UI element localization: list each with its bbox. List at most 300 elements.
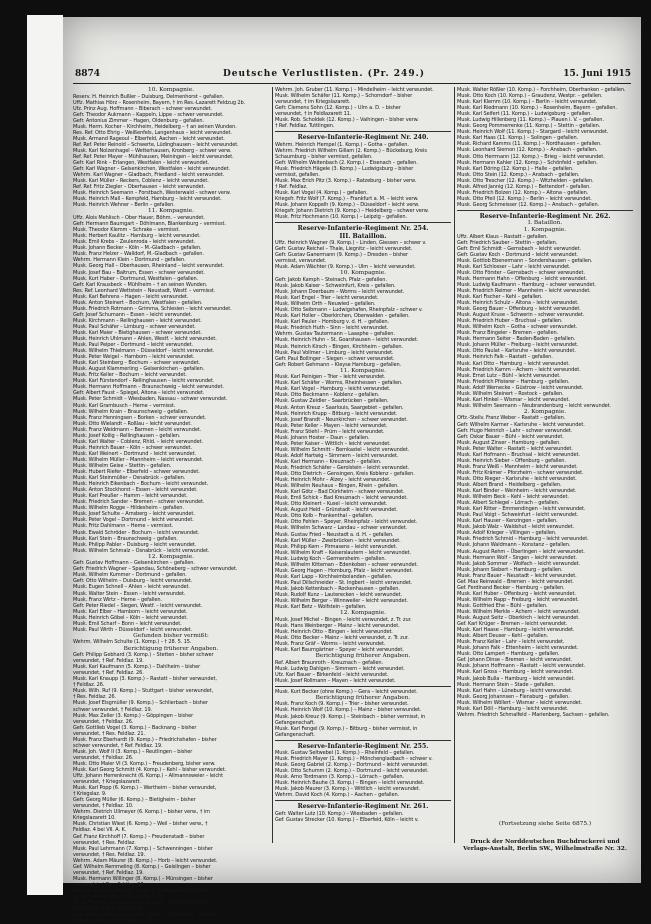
casualty-entry: Musk. Rob. Scholdek (12. Komp.) – Vaihingen – bisher verw. — [275, 117, 419, 124]
company-heading: I. Bataillon. — [527, 220, 563, 227]
casualty-entry: Gefr. Clemens Sohn (12. Komp.) – Ulm a. D. – bisher — [275, 105, 401, 112]
casualty-entry: Musk. Joh. Wolf II (3. Komp.) – Reutlingen – bisher — [73, 748, 193, 755]
casualty-entry: Musk. Friedrich Schmid – Hamburg – leicht verwundet. — [457, 536, 589, 543]
casualty-entry: Musk. Alfred Jannig (12. Komp.) – Bettendorf – gefallen. — [457, 183, 591, 190]
company-heading: 10. Kompagnie. — [340, 270, 386, 277]
casualty-entry: Ufz. Prinz Aug. Hoffmann – Biberach – schwer verwundet. — [73, 105, 213, 112]
casualty-entry: Musk. Karl Holler – Oberkirchen, Oberwalden – gefallen. — [275, 313, 410, 320]
casualty-entry: Musk. Herbert Kaulitz – Hamburg – leicht verwundet. — [73, 233, 201, 240]
casualty-entry: Musk. Ludwig Koch – Germersheim – gefallen. — [275, 555, 386, 562]
casualty-entry: Musk. Heinrich Kirsch – Bingen, Kirchheim – gefallen. — [275, 343, 403, 350]
casualty-entry: Musk. Franz Weiß – Mannheim – leicht verwundet. — [457, 463, 578, 470]
casualty-entry: Musk. Walter Rößler (10. Komp.) – Forchheim, Oberfranken – gefallen. — [457, 87, 626, 93]
casualty-entry: Musk. Richard Kamms (11. Komp.) – Nordhausen – gefallen. — [457, 141, 602, 148]
casualty-entry: Musk. Wilhelm Müller – Mannheim – leicht verwundet. — [73, 456, 204, 463]
casualty-entry: Uffz. Heinrich Wagner (9. Komp.) – Linden, Giessen – schwer v. — [275, 240, 427, 247]
casualty-entry: Musk. Fritz Keller – Bochum – leicht verwundet. — [73, 372, 187, 379]
section-rule — [457, 210, 633, 211]
casualty-entry: Wehrm. Friedrich Schmalfeld – Marienberg, Sachsen – gefallen. — [457, 711, 610, 718]
casualty-entry: Wehrm. David Koch (4. Komp.) – Aachen – gefallen. — [275, 792, 400, 799]
casualty-entry: Musk. Franz Bauer – Neustadt – leicht verwundet. — [457, 572, 577, 579]
casualty-entry: Musk. Friedrich Huber – Bruchsal – gefallen. — [457, 318, 563, 325]
casualty-entry: Musk. Otto Kolb – Frankenthal – gefallen. — [275, 513, 374, 520]
casualty-entry: † Kriegslaz. 9. — [73, 791, 107, 798]
casualty-entry: Musk. Max Zeller (3. Komp.) – Göppingen – bisher — [73, 712, 194, 719]
casualty-entry: Musk. Johann Hoster – Daun – gefallen. — [275, 434, 370, 441]
casualty-entry: Musk. Walter Stein – Essen – leicht verwundet. — [73, 590, 186, 597]
casualty-entry: Musk. Christian Wiest (6. Komp.) – Weil – bisher verw., † — [73, 821, 208, 828]
casualty-entry: Musk. Karl Fürstendorf – Rellinghausen – leicht verwundet. — [73, 378, 215, 385]
casualty-entry: Musk. Franz Stiehl – Prüm – leicht verwundet. — [275, 428, 385, 435]
casualty-entry: Musk. Josef Brandt – Neunkirchen – schwer verwundet. — [275, 416, 408, 423]
casualty-entry: Musk. Gottfried Ehe – Bühl – gefallen. — [457, 602, 548, 609]
casualty-entry: Gefangenschaft. — [275, 731, 315, 738]
casualty-entry: Musk. Karl Hermann – Kreuznach – gefallen. — [275, 458, 382, 465]
casualty-entry: Musk. Friedrich Mayer (1. Komp.) – Mönchengladbach – schwer v. — [275, 756, 433, 763]
casualty-entry: Musk. Johann Hoffmann – Rastatt – leicht verwundet. — [457, 663, 586, 670]
casualty-entry: Musk. Karl Steinmüller – Osnabrück – gefallen. — [73, 475, 186, 482]
casualty-entry: Musk. Wilhelm Schwarz – Landau – schwer verwundet. — [275, 525, 408, 532]
casualty-entry: schwer verwundet, † Ref. Feldlaz. 19. — [73, 742, 163, 749]
casualty-entry: Musk. August Rehm – Überlingen – leicht verwundet. — [457, 548, 585, 555]
casualty-entry: Musk. Karl Götz – Bad Dürkheim – schwer verwundet. — [275, 489, 405, 496]
casualty-entry: Musk. Karl Lapp – Kirchheimbolanden – gefallen. — [275, 573, 393, 580]
casualty-entry: Musk. Heinrich Göbel – Köln – leicht verwundet. — [73, 614, 188, 621]
casualty-entry: Musk. Karl Döll – Hamburg – leicht verwundet. — [457, 705, 569, 712]
casualty-entry: † Feldlaz. 26. — [73, 682, 105, 689]
casualty-entry: Wehrm. Karl Wagner – Gladbach, Friedland – leicht verwundet. — [73, 172, 225, 179]
casualty-entry: Musk. Wilhelm Kitteman – Edenkoben – schwer verwundet. — [275, 561, 418, 568]
casualty-entry: Ref. Albert Braunroth – Kreuznach – gefallen. — [275, 659, 383, 666]
section-rule — [275, 740, 451, 741]
casualty-entry: Musk. Franz Bingeler – Bremen – gefallen. — [457, 330, 559, 337]
casualty-entry: Gefr. Jakob Kamph – Steinach, Pfalz – gefallen. — [275, 276, 387, 283]
casualty-entry: Musk. Theodor Laumann (11. Komp.) – Marbach – bisher — [73, 900, 210, 907]
casualty-entry: Musk. Karl Grambusch – Herne – vermisst. — [73, 402, 176, 409]
casualty-entry: Gefr. Antonius Zimmer – Hagen, Oldenburg – gefallen. — [73, 117, 205, 124]
casualty-entry: Musk. Karl Fischer – Kehl – gefallen. — [457, 294, 543, 300]
casualty-entry: Musk. Karl Otto – Hamburg – leicht verwundet. — [457, 360, 570, 367]
company-heading: 2. Kompagnie. — [523, 408, 567, 415]
casualty-entry: Musk. Karl Hofmann – Bruchsal – leicht verwundet. — [457, 451, 580, 458]
casualty-entry: Musk. Wilhelm Neuhaus – Bingen, Rhein – gefallen. — [275, 483, 399, 490]
casualty-entry: Gef. Franz Kirchhoff (7. Komp.) – Freudenstadt – bisher — [73, 833, 205, 840]
casualty-entry: Musk. Otto Stein (12. Komp.) – Ansbach – gefallen. — [457, 171, 580, 178]
casualty-entry: Res. Ref. Leonhard Wettstein – Neustadt, Westf. – vermisst. — [73, 287, 216, 294]
casualty-entry: Musk. August Seitz – Oberkirch – leicht verwundet. — [457, 615, 580, 622]
column-1 — [73, 87, 269, 924]
casualty-entry: Musk. Emil Scharf – Bonn – leicht verwundet. — [73, 620, 182, 627]
casualty-entry: Wehrm. Gustav Tautermann – Laasphe – gefallen. — [275, 331, 395, 338]
casualty-entry: Musk. Josef Michel – Bingen – leicht verwundet, z. Tr. zur. — [275, 616, 412, 623]
casualty-entry: Gef. Karl Krüger – Bremen – leicht verwundet. — [457, 621, 568, 628]
casualty-entry: Gefr. Albert Faust – Spiegel, Altona – leicht verwundet. — [73, 390, 205, 397]
casualty-entry: Musk. Jakob Kaiser – Schweinfurt, Kreis – gefallen. — [275, 283, 396, 290]
casualty-entry: Musk. Karl Gross – Hamburg – leicht verwundet. — [457, 669, 573, 676]
regiment-heading: Reserve-Infanterie-Regiment Nr. 255. — [297, 742, 429, 750]
company-heading: 11. Kompagnie. — [340, 367, 386, 374]
casualty-entry: Musk. Wilhelm Schäfer (11. Komp.) – Schorndorf – bisher — [275, 93, 413, 100]
casualty-entry: Musk. Anton Kreuz – Saarlouis, Saargebiet – gefallen. — [275, 404, 404, 411]
page-title: Deutsche Verlustlisten. (Pr. 249.) — [223, 69, 425, 79]
casualty-entry: Musk. Karl Preußer – Hamm – leicht verwundet. — [73, 493, 188, 500]
casualty-entry: Musk. Peter Weigel – Hamborn – leicht verwundet. — [73, 354, 195, 361]
casualty-entry: Wehrm. Wilhelm Keim (8. Komp.) – Ludwigsburg – bisher — [73, 887, 210, 894]
column-divider — [272, 87, 273, 843]
casualty-entry: Musk. Johann Siebert – Hamburg – gefallen. — [457, 566, 563, 573]
casualty-entry: Musk. Friedrich Rotmann – Grimma, Schlesien – leicht verwundet. — [73, 305, 232, 312]
casualty-entry: Musk. Peter Schmidt – Wiesbaden, Nassau – schwer verwundet. — [73, 396, 228, 403]
casualty-entry: Musk. August Zinser – Hamburg – gefallen. — [457, 439, 561, 446]
casualty-entry: Musk. Johann Falk – Ettenheim – leicht verwundet. — [457, 645, 579, 652]
casualty-entry: Gefr. Gustav Ganermann (9. Komp.) – Dresden – bisher — [275, 252, 409, 259]
casualty-entry: Musk. Wilhelm Rapp – Freiburg – leicht verwundet. — [457, 596, 579, 603]
casualty-entry: Musk. Heinrich Mall – Kempfeld, Hamburg – leicht verwundet. — [73, 196, 222, 203]
casualty-entry: Musk. Karl Georg Schmitt (4. Komp.) – Kehl – bisher verwundet. — [73, 766, 227, 773]
casualty-entry: Musk. Karl Engel – Trier – leicht verwundet. — [275, 295, 379, 302]
casualty-entry: verwundet, † Ref. Feldlaz. 19. — [73, 658, 144, 665]
casualty-entry: Musk. Hermann Hahn – Offenburg – leicht verwundet. — [457, 275, 588, 282]
regiment-heading: Reserve-Infanterie-Regiment Nr. 240. — [297, 134, 429, 142]
casualty-entry: Musk. Gustav Seltwebel (1. Komp.) – Rheinfeld – gefallen. — [275, 750, 415, 757]
casualty-entry: Musk. Otto Dietrich – Gensingen, Kreis Koblenz – gefallen. — [275, 471, 415, 478]
casualty-entry: Musk. Wilhelm Thielmann – Düsseldorf – leicht verwundet. — [73, 348, 215, 355]
casualty-entry: Musk. Heinrich Wehner – Berlin – gefallen. — [73, 202, 175, 209]
casualty-entry: Musk. Otto Koch (10. Komp.) – Graudenz, Westpr. – gefallen. — [457, 93, 603, 100]
casualty-entry: Gef. Gustav Strecker (10. Komp.) – Elberfeld, Köln – leicht v. — [275, 816, 419, 823]
casualty-entry: Musk. Georg Bauer – Offenburg – leicht verwundet. — [457, 306, 581, 313]
casualty-entry: Musk. Wilhelm Krain – Braunschweig – gefallen. — [73, 408, 189, 415]
casualty-entry: Musk. Karl Knaupp (3. Komp.) – Rastatt – bisher verwundet, — [73, 676, 217, 683]
company-heading: 11. Kompagnie. — [148, 208, 194, 215]
casualty-entry: Musk. Karl Betz – Wolfstein – gefallen. — [275, 604, 367, 611]
casualty-entry: Musk. Franz Helzer – Walldorf, M.-Gladbach – gefallen. — [73, 251, 204, 258]
casualty-entry: verwundet, † Ref. Feldlaz. 26. — [73, 670, 144, 677]
casualty-entry: Musk. Heinrich Bauhe (3. Komp.) – Bingen – leicht verwundet. — [275, 780, 425, 787]
casualty-entry: Musk. Karl Döring (12. Komp.) – Halle – gefallen. — [457, 165, 574, 172]
casualty-entry: Musk. Adolf Wernecke – Güstrow – leicht verwundet. — [457, 384, 584, 391]
casualty-entry: Musk. Paul Vollmer – Limburg – leicht verwundet. — [275, 349, 394, 356]
casualty-entry: Musk. Wilhelm Steinert – Rostock – gefallen. — [457, 390, 564, 397]
casualty-entry: Musk. Otto Wielandt – Roßlau – leicht verwundet. — [73, 420, 192, 427]
casualty-entry: Musk. Hermann Kahler (12. Komp.) – Schönfeld – gefallen. — [457, 159, 598, 166]
casualty-entry: Musk. Fritz Hochmann (10. Komp.) – Leipzig – gefallen. — [275, 214, 408, 221]
casualty-entry: Musk. Karl Hahn – Lüneburg – leicht verwundet. — [457, 687, 573, 694]
casualty-entry: Gefr. Hugo Heinrich – Lahr – schwer verwundet. — [457, 427, 573, 434]
casualty-entry: verwundet, † Feldlaz. 10. — [73, 803, 134, 810]
casualty-entry: Musk. Armand Rageoul – Elberfeld, Aachen – leicht verwundet. — [73, 135, 225, 142]
casualty-entry: Kriegslazarett 10. — [73, 815, 116, 822]
casualty-entry: verwundet, † Res. Feldlaz. 26. — [73, 881, 145, 888]
casualty-entry: Gefr. Karl Rink – Erlangen, Westfalen – leicht verwundet. — [73, 160, 209, 167]
casualty-entry: Musk. Johann Waldmann – Konstanz – gefallen. — [457, 542, 571, 549]
casualty-entry: Musk. Heinrich Eikenbach – Bochum – leicht verwundet. — [73, 481, 209, 488]
casualty-entry: Musk. Josef Kollig – Rellinghausen – gefallen. — [73, 432, 181, 439]
casualty-entry: Musk. Paul Dillschneider – St. Ingbert – leicht verwundet. — [275, 579, 413, 586]
casualty-entry: † Res. Feldlaz. 26. — [73, 694, 116, 701]
casualty-entry: Musk. Peter Kaiser – Wittlich – leicht verwundet. — [275, 440, 391, 447]
casualty-entry: Musk. Herm. Kocher – Kirchheim, Heidelberg – † an seinen Wunden. — [73, 123, 237, 130]
casualty-entry: Musk. Albert Deuser – Kehl – gefallen. — [457, 633, 549, 640]
casualty-entry: Musk. Emil Krebs – Zeulenroda – leicht verwundet. — [73, 239, 196, 246]
casualty-entry: Musk. Georg Johannsen – Flensburg – gefallen. — [457, 693, 570, 700]
casualty-entry: Musk. Theodor Klemm – Schrake – vermisst. — [73, 227, 180, 234]
casualty-entry: Gefr. Theodor Aukmann – Kappeln, Lippe – schwer verwundet. — [73, 111, 224, 118]
casualty-entry: Musk. Peter Walter – Rastatt – leicht verwundet. — [457, 445, 573, 452]
casualty-entry: Musk. Fritz Krämer – Pforzheim – schwer verwundet. — [457, 469, 584, 476]
casualty-entry: Musk. Jakob Walz – Waldshut – leicht verwundet. — [457, 524, 575, 531]
casualty-entry: Musk. Wilhelm Seemann – Neubrandenburg – leicht verwundet. — [457, 402, 612, 409]
casualty-entry: Musk. Leonhard Siemon (12. Komp.) – Ansbach – gefallen. — [457, 147, 598, 154]
casualty-entry: verwundet, † Feldlaz. 26. — [73, 718, 134, 725]
printer-imprint: Druck der Norddeutschen Buchdruckerei und Verlags-Anstalt, Berlin SW., Wilhelmstraße Nr. 32. — [463, 839, 627, 852]
casualty-entry: Musk. August Kruse – Schwerin – schwer verwundet. — [457, 312, 585, 319]
casualty-entry: Wehrm. Hermann Klein – Dortmund – gefallen. — [73, 257, 186, 264]
casualty-entry: verwundet, † Ref. Feldlaz. 19. — [73, 869, 144, 876]
company-heading: 12. Kompagnie. — [340, 610, 386, 617]
casualty-entry: Musk. Wilhelm Merkle – Achern – leicht verwundet. — [457, 608, 581, 615]
casualty-entry: Musk. Kirchmann – Rellinghausen – leicht verwundet. — [73, 317, 202, 324]
casualty-entry: Gefr. Friedrich Wagner – Spandau, Schöneberg – schwer verwundet. — [73, 566, 238, 573]
casualty-entry: Musk. Franz Wirtz – Herne – gefallen. — [73, 596, 162, 603]
casualty-entry: Musk. Adolf Krieger – Villingen – gefallen. — [457, 530, 557, 537]
casualty-entry: Musk. August Klammerling – Gelsenkirchen – gefallen. — [73, 366, 205, 373]
section-rule — [275, 131, 451, 132]
casualty-entry: vermisst, verwundet. — [275, 258, 327, 265]
casualty-entry: Musk. Josef Schulte – Arnsberg – leicht verwundet. — [73, 511, 195, 518]
casualty-entry: Musk. Otto Trescher (12. Komp.) – Witzhelden – gefallen. — [457, 177, 594, 184]
casualty-entry: Musk. Ernst Lutz – Bühl – leicht verwundet. — [457, 372, 561, 379]
casualty-entry: Musk. Friedrich Pfisterer – Hamburg – gefallen. — [457, 378, 570, 385]
page-number: 8874 — [75, 69, 101, 79]
casualty-entry: Musk. Ludwig Dahlgen – Simmern – leicht verwundet. — [275, 665, 405, 672]
casualty-entry: Musk. Albert Brand – Heidelberg – gefallen. — [457, 482, 562, 488]
casualty-entry: Musk. Emil Schick – Bad Kreuznach – leicht verwundet. — [275, 495, 408, 502]
casualty-entry: Musk. Karl Walter – Coblenz, Rhld. – leicht verwundet. — [73, 438, 203, 445]
casualty-entry: schwer verwundet, † Feldlaz. 19. — [73, 706, 153, 713]
casualty-entry: Musk. Karl Haase – Hamburg – leicht verwundet. — [457, 627, 575, 634]
casualty-entry: Musk. Karl Schäfer – Worms, Rheinhessen – gefallen. — [275, 380, 403, 387]
casualty-entry: Musk. Otto Kleinert – Kusel – leicht verwundet. — [275, 501, 388, 508]
casualty-entry: Musk. Wilhelm Schmalz – Osnabrück – leicht verwundet. — [73, 547, 210, 554]
casualty-entry: Musk. Karl Huber – Offenburg – leicht verwundet. — [457, 590, 576, 597]
casualty-entry: Musk. Otto Lampert – Hamburg – gefallen. — [457, 651, 560, 658]
casualty-entry: Musk. Karl Hauser – Kenzingen – gefallen. — [457, 518, 558, 525]
casualty-entry: Musk. Heinrich Bauer – Köln – schwer verwundet. — [73, 444, 193, 451]
casualty-entry: Musk. Fritz Dahlmann – Herne – vermisst. — [73, 523, 174, 530]
casualty-entry: Musk. Franz Gräf – Worms – leicht verwundet. — [275, 640, 386, 647]
casualty-entry: Musk. Johann Müller – Freiburg – leicht verwundet. — [457, 342, 579, 349]
regiment-heading: Reserve-Infanterie-Regiment Nr. 261. — [297, 803, 429, 811]
casualty-entry: Musk. Georg Schmeisser (12. Komp.) – Ansbach – gefallen. — [457, 201, 600, 208]
casualty-entry: Kriegsfr. Fritz Wolf (7. Komp.) – Frankfurt a. M. – leicht verw. — [275, 196, 419, 203]
casualty-entry: Musk. Paul Wirth – Düsseldorf – leicht verwundet. — [73, 626, 193, 633]
casualty-entry: Musk. Jakob Bulla – Hamburg – leicht verwundet. — [457, 675, 575, 682]
company-heading: Gefunden bisher vermißt: — [133, 632, 209, 639]
casualty-entry: Musk. Rudolf Kunz – Lauterecken – leicht verwundet. — [275, 591, 402, 598]
casualty-entry: Musk. Heinrich Wolf (10. Komp.) – Mainz – bisher verwundet. — [275, 707, 422, 714]
casualty-entry: Kriegsfr. Johann Dietrich (9. Komp.) – Heidelberg – schwer verw. — [275, 208, 429, 215]
casualty-entry: Musk. Franz Keller – Lahr – leicht verwundet. — [457, 639, 565, 646]
casualty-entry: Musk. Otto Rieger – Karlsruhe – leicht verwundet. — [457, 475, 577, 482]
casualty-entry: Musk. Johann Koppelh (9. Komp.) – Düsseldorf – leicht verw. — [275, 202, 420, 209]
casualty-entry: Musk. Jakob Maurer (3. Komp.) – Wittlich – leicht verwundet. — [275, 786, 421, 793]
casualty-entry: Musk. Otto Seibmann – Ludwigshafen, Rheinpfalz – schwer v. — [275, 307, 423, 314]
casualty-entry: Ufz. Karl Bauer – Birkenfeld – leicht verwundet. — [275, 671, 389, 678]
casualty-entry: Gef. Wilhelm Remmeling (8. Komp.) – Geislingen – bisher — [73, 863, 211, 870]
casualty-entry: Musk. Wilhelm Kummer – Dortmund – gefallen. — [73, 572, 187, 579]
casualty-entry: Gefr. Georg Müller (6. Komp.) – Bietigheim – bisher — [73, 797, 196, 804]
casualty-entry: Gefr. Karl Wagner – Gelsenkirchen, Westfalen – leicht verwundet. — [73, 166, 230, 173]
casualty-entry: Musk. Hermann Stein – Stade – gefallen. — [457, 681, 555, 688]
casualty-entry: Gefr. Wilhelm Karmer – Karlsruhe – leicht verwundet. — [457, 421, 585, 428]
casualty-entry: verwundet, † Res. Feldlaz. 19. — [73, 851, 145, 858]
casualty-entry: Musk. Franz Koch (9. Komp.) – Trier – bisher verwundet. — [275, 701, 409, 708]
casualty-entry: Musk. Otto Maier VI (3. Komp.) – Freudenberg, bisher verw. — [73, 760, 216, 767]
casualty-entry: Gefr. Gustav Koch – Dortmund – leicht verwundet. — [457, 251, 578, 258]
casualty-entry: Musk. Karl Klemm (10. Komp.) – Berlin – leicht verwundet. — [457, 99, 598, 106]
casualty-entry: Musk. Hubert Riefer – Elberfeld – schwer verwundet. — [73, 469, 200, 476]
casualty-entry: Musk. Ludwig Kaufmann – Hamburg – schwer verwundet. — [457, 281, 596, 288]
casualty-entry: Gefr. Emil Schmidt – Gernsbach – leicht verwundet. — [457, 245, 581, 252]
casualty-entry: Musk. Max Erich Pitz (3. Komp.) – Ratzeburg – bisher verw. — [275, 178, 416, 185]
casualty-entry: Musk. Karl Vogel – Hamburg – leicht verwundet. — [275, 386, 391, 393]
casualty-entry: Musk. Georg Hagen – Homburg, Pfalz – leicht verwundet. — [275, 567, 413, 574]
casualty-entry: Musk. Karl Popp (6. Komp.) – Wertheim – bisher verwundet, — [73, 785, 217, 792]
casualty-entry: Musk. Anton Stockhorst – Essen – leicht verwundet. — [73, 487, 198, 494]
casualty-entry: Musk. Friedrich Schäfer – Gerolstein – leicht verwundet. — [275, 464, 410, 471]
company-heading: 1. Kompagnie. — [523, 226, 567, 233]
casualty-entry: Musk. Hans Weinberger – Mainz – leicht verwundet. — [275, 622, 400, 629]
casualty-entry: verwundet, † Res. Feldlaz. 21. — [73, 730, 145, 737]
company-heading: 10. Kompagnie. — [148, 87, 194, 93]
continuation-note: (Fortsetzung siehe Seite 6875.) — [498, 821, 592, 827]
casualty-entry: Uffz. Mathias Hörz – Rosenheim, Bayern, † im Res.-Lazarett Feldzug 2b. — [73, 99, 246, 106]
casualty-entry: Musk. Heinrich Falk – Rastatt – gefallen. — [457, 354, 553, 361]
casualty-entry: Musk. Hermann Willinger (8. Komp.) – Münsingen – bisher — [73, 875, 213, 882]
casualty-entry: Musk. Heinrich Mohr – Alzey – leicht verwundet. — [275, 477, 391, 484]
company-heading: Berichtigung früherer Angaben. — [315, 694, 411, 701]
casualty-entry: Musk. Ludwig Hillenberg (11. Komp.) – Plauen i. V. – gefallen. — [457, 117, 604, 124]
casualty-entry: Musk. Karl Müller – Zweibrücken – leicht verwundet. — [275, 537, 401, 544]
casualty-entry: Musk. Wilhelm Wöllert – Wismar – leicht verwundet. — [457, 699, 583, 706]
company-heading: Berichtigung früherer Angaben. — [315, 652, 411, 659]
company-heading: Berichtigung früherer Angaben. — [123, 645, 219, 652]
casualty-entry: Musk. Friedrich Sander – Bremen – schwer verwundet. — [73, 499, 205, 506]
casualty-entry: Musk. August Held – Grünstadt – leicht verwundet. — [275, 507, 398, 514]
casualty-entry: Musk. Friedrich Kamm – Achern – leicht verwundet. — [457, 366, 581, 373]
casualty-entry: Musk. Georg Pommerrenke (11. Komp.) – Stettin – gefallen. — [457, 123, 601, 130]
casualty-entry: Wehrm. Wilhelm Schulte (1. Komp.) – † 28. 5. 15. — [73, 639, 192, 646]
casualty-entry: Wehrm. Dietrich Ullmeyer (6. Komp.) – bisher verw., † im — [73, 809, 210, 816]
casualty-entry: Musk. Karl Nolzenhagel – Wetterhausen, Kronberg – schwer verw. — [73, 148, 232, 155]
casualty-entry: Wehrm. Joh. Gruber (11. Komp.) – Mindelheim – leicht verwundet. — [275, 87, 434, 93]
casualty-entry: Musk. Heinrich Huhn – St. Goarshausen – leicht verwundet. — [275, 337, 419, 344]
casualty-entry: Musk. Adolf Hartwig – Simmern – leicht verwundet. — [275, 452, 399, 459]
casualty-entry: Musk. Karl Stein – Braunschweig – gefallen. — [73, 535, 178, 542]
casualty-entry: Musk. Georg Hall – Oberhausen, Rheinland – leicht verwundet. — [73, 263, 225, 270]
casualty-entry: Musk. Wilhelm Geise – Stettin – gefallen. — [73, 463, 172, 469]
casualty-entry: Musk. Heinrich Seemann – Forstbach, Westerwald – schwer verw. — [73, 190, 231, 197]
casualty-entry: Musk. Georg Gabriel (2. Komp.) – Dortmund – leicht verwundet. — [275, 762, 429, 769]
casualty-entry: Musk. Wilhelm Berger – Winnweiler – leicht verwundet. — [275, 598, 408, 605]
casualty-entry: † Ref. Feldlaz. Tuttlingen. — [275, 123, 335, 130]
casualty-entry: Gef. Max Reinwald – Bremen – leicht verwundet. — [457, 578, 574, 585]
casualty-entry: Res. Ref. Otto Ehrig – Weißenfels, Langenhaus – leicht verwundet. — [73, 129, 232, 136]
regiment-heading: Reserve-Infanterie-Regiment Nr. 262. — [479, 212, 611, 220]
page-edge-strip — [27, 15, 63, 895]
casualty-entry: Musk. Peter Vogel – Dortmund – leicht verwundet. — [73, 517, 194, 524]
casualty-entry: Musk. Franz Henningsen – Borken – schwer verwundet. — [73, 414, 207, 421]
casualty-entry: Gefr. Robert Gehmann – Kleyse Hamburg – gefallen. — [275, 361, 402, 368]
casualty-entry: Uffz. Albert Klaus – Rastatt – gefallen. — [457, 233, 548, 240]
column-3 — [457, 87, 633, 813]
casualty-entry: Musk. Albert Schlegel – Lörrach – gefallen. — [457, 500, 560, 507]
casualty-entry: verwundet, † Kriegslazarett. — [73, 779, 141, 786]
casualty-entry: Reserv. H. Heinrich Bußler – Duisburg, Delmenhorst – gefallen. — [73, 93, 224, 100]
casualty-entry: Gefr. Josef Schumann – Essen – leicht verwundet. — [73, 311, 193, 318]
casualty-entry: Musk. Otto Beckmann – Koblenz – gefallen. — [275, 392, 380, 399]
casualty-entry: Musk. Otto Paulat – Karlsruhe – leicht verwundet. — [457, 348, 576, 355]
casualty-entry: Schaumburg – bisher vermisst, gefallen. — [275, 153, 373, 160]
casualty-entry: Gefr. Otto Wilhelm – Duisburg – leicht verwundet. — [73, 578, 193, 585]
casualty-entry: Uffz. Johann Herrenknecht (6. Komp.) – Allmannsweier – leicht — [73, 773, 223, 780]
casualty-entry: schwer verwundet, † Feldlaz. 20. — [73, 918, 153, 924]
casualty-entry: Gefr. Karl Krausbeck – Mühlheim – † an seinen Wunden. — [73, 281, 208, 288]
casualty-entry: Gef. Ferdinand Becker – Hamburg – gefallen. — [457, 584, 565, 591]
casualty-entry: Musk. Karl Riedmann (10. Komp.) – Rosenheim, Bayern – gefallen. — [457, 105, 617, 112]
casualty-entry: Musk. Philipp Pabler – Duisburg – leicht verwundet. — [73, 541, 197, 548]
casualty-entry: Musk. Heinrich Wolf (11. Komp.) – Stargard – leicht verwundet. — [457, 129, 609, 136]
casualty-entry: Musk. Karl Haas (11. Komp.) – Solingen – gefallen. — [457, 135, 579, 142]
casualty-entry: Uffz. Alois Mehlisch – Ober Hauer, Böhm. – verwundet. — [73, 215, 205, 222]
casualty-entry: Musk. Kurt Becker (ohne Komp.) – Gera – leicht verwundet. — [275, 688, 418, 695]
casualty-entry: Musk. Franz Eberhardt (9. Komp.) – Friedrichshafen – bisher — [73, 736, 217, 743]
casualty-entry: Musk. Friedrich Hägele (3. Komp.) – Ludwigsburg – bisher — [275, 165, 414, 172]
casualty-entry: Musk. Karl Elber – Hamborn – leicht verwundet. — [73, 608, 188, 615]
casualty-entry: Gefr. Gustav Hoffmann – Gelsenkirchen – gefallen. — [73, 560, 195, 567]
casualty-entry: Musk. Hermann Wolf – Singen – leicht verwundet. — [457, 554, 577, 561]
casualty-entry: Musk. Karl Müller – Reckers, Coblenz – leicht verwundet. — [73, 178, 209, 185]
casualty-entry: Musk. Adam Wächter (9. Komp.) – Ulm – leicht verwundet. — [275, 264, 416, 271]
casualty-entry: Musk. Gustav Zeidler – Saarbrücken – gefallen. — [275, 398, 389, 405]
casualty-entry: Musk. Otto Schumm (2. Komp.) – Dortmund – leicht verwundet. — [275, 768, 429, 775]
casualty-entry: Ref. Ref. Peter Reinold – Schwerte, Lüdinghausen – leicht verwundet. — [73, 141, 239, 148]
section-rule — [275, 686, 451, 687]
casualty-entry: Musk. Johann Doerbaum – Worms – leicht verwundet. — [275, 289, 405, 296]
casualty-entry: Musk. Wilhelm Rogge – Hildesheim – gefallen. — [73, 505, 184, 512]
casualty-entry: Musk. Hermann Seiter – Baden-Baden – gefallen. — [457, 336, 576, 343]
casualty-entry: Musk. Karl Baumgärtner – Speyer – leicht verwundet. — [275, 646, 404, 653]
page-header — [73, 69, 631, 83]
section-rule — [275, 800, 451, 801]
page-date: 15. Juni 1915 — [563, 69, 631, 79]
casualty-entry: Gefr. Wilhelm Weitenbach (2. Komp.) – Eisenach – gefallen. — [275, 159, 418, 166]
casualty-entry: Musk. Karl Fengel (9. Komp.) – Bitburg – bisher vermisst, in — [275, 725, 418, 732]
casualty-entry: Musk. Karl Weinert – Dortmund – leicht verwundet. — [73, 450, 197, 457]
casualty-entry: Musk. Karl Schlosser – Lahr – leicht verwundet. — [457, 263, 571, 270]
company-heading: 12. Kompagnie. — [148, 553, 194, 560]
casualty-entry: Musk. Heinrich Uhlmann – Ahlen, Westf. – leicht verwundet. — [73, 336, 217, 343]
casualty-entry: Musk. Karl Steinberg – Bochum – schwer verwundet. — [73, 360, 200, 367]
casualty-entry: verwundet, † in Feldlazarett 11. — [275, 111, 352, 118]
casualty-entry: Musk. Wilhelm Beck – Kehl – leicht verwundet. — [457, 494, 569, 501]
casualty-entry: verwundet, † Res. Feldlaz. — [73, 839, 136, 846]
casualty-entry: Musk. Karl Ritter – Emmendingen – leicht verwundet. — [457, 506, 586, 513]
casualty-entry: Musk. Kurt Haber – Dortmund, Westfalen – gefallen. — [73, 275, 199, 282]
casualty-entry: Wehrm. Heinrich Hempel (1. Komp.) – Gotha – gefallen. — [275, 141, 409, 148]
casualty-entry: Musk. Wilh. Ruf (9. Komp.) – Stuttgart – bisher verwundet, — [73, 688, 214, 695]
